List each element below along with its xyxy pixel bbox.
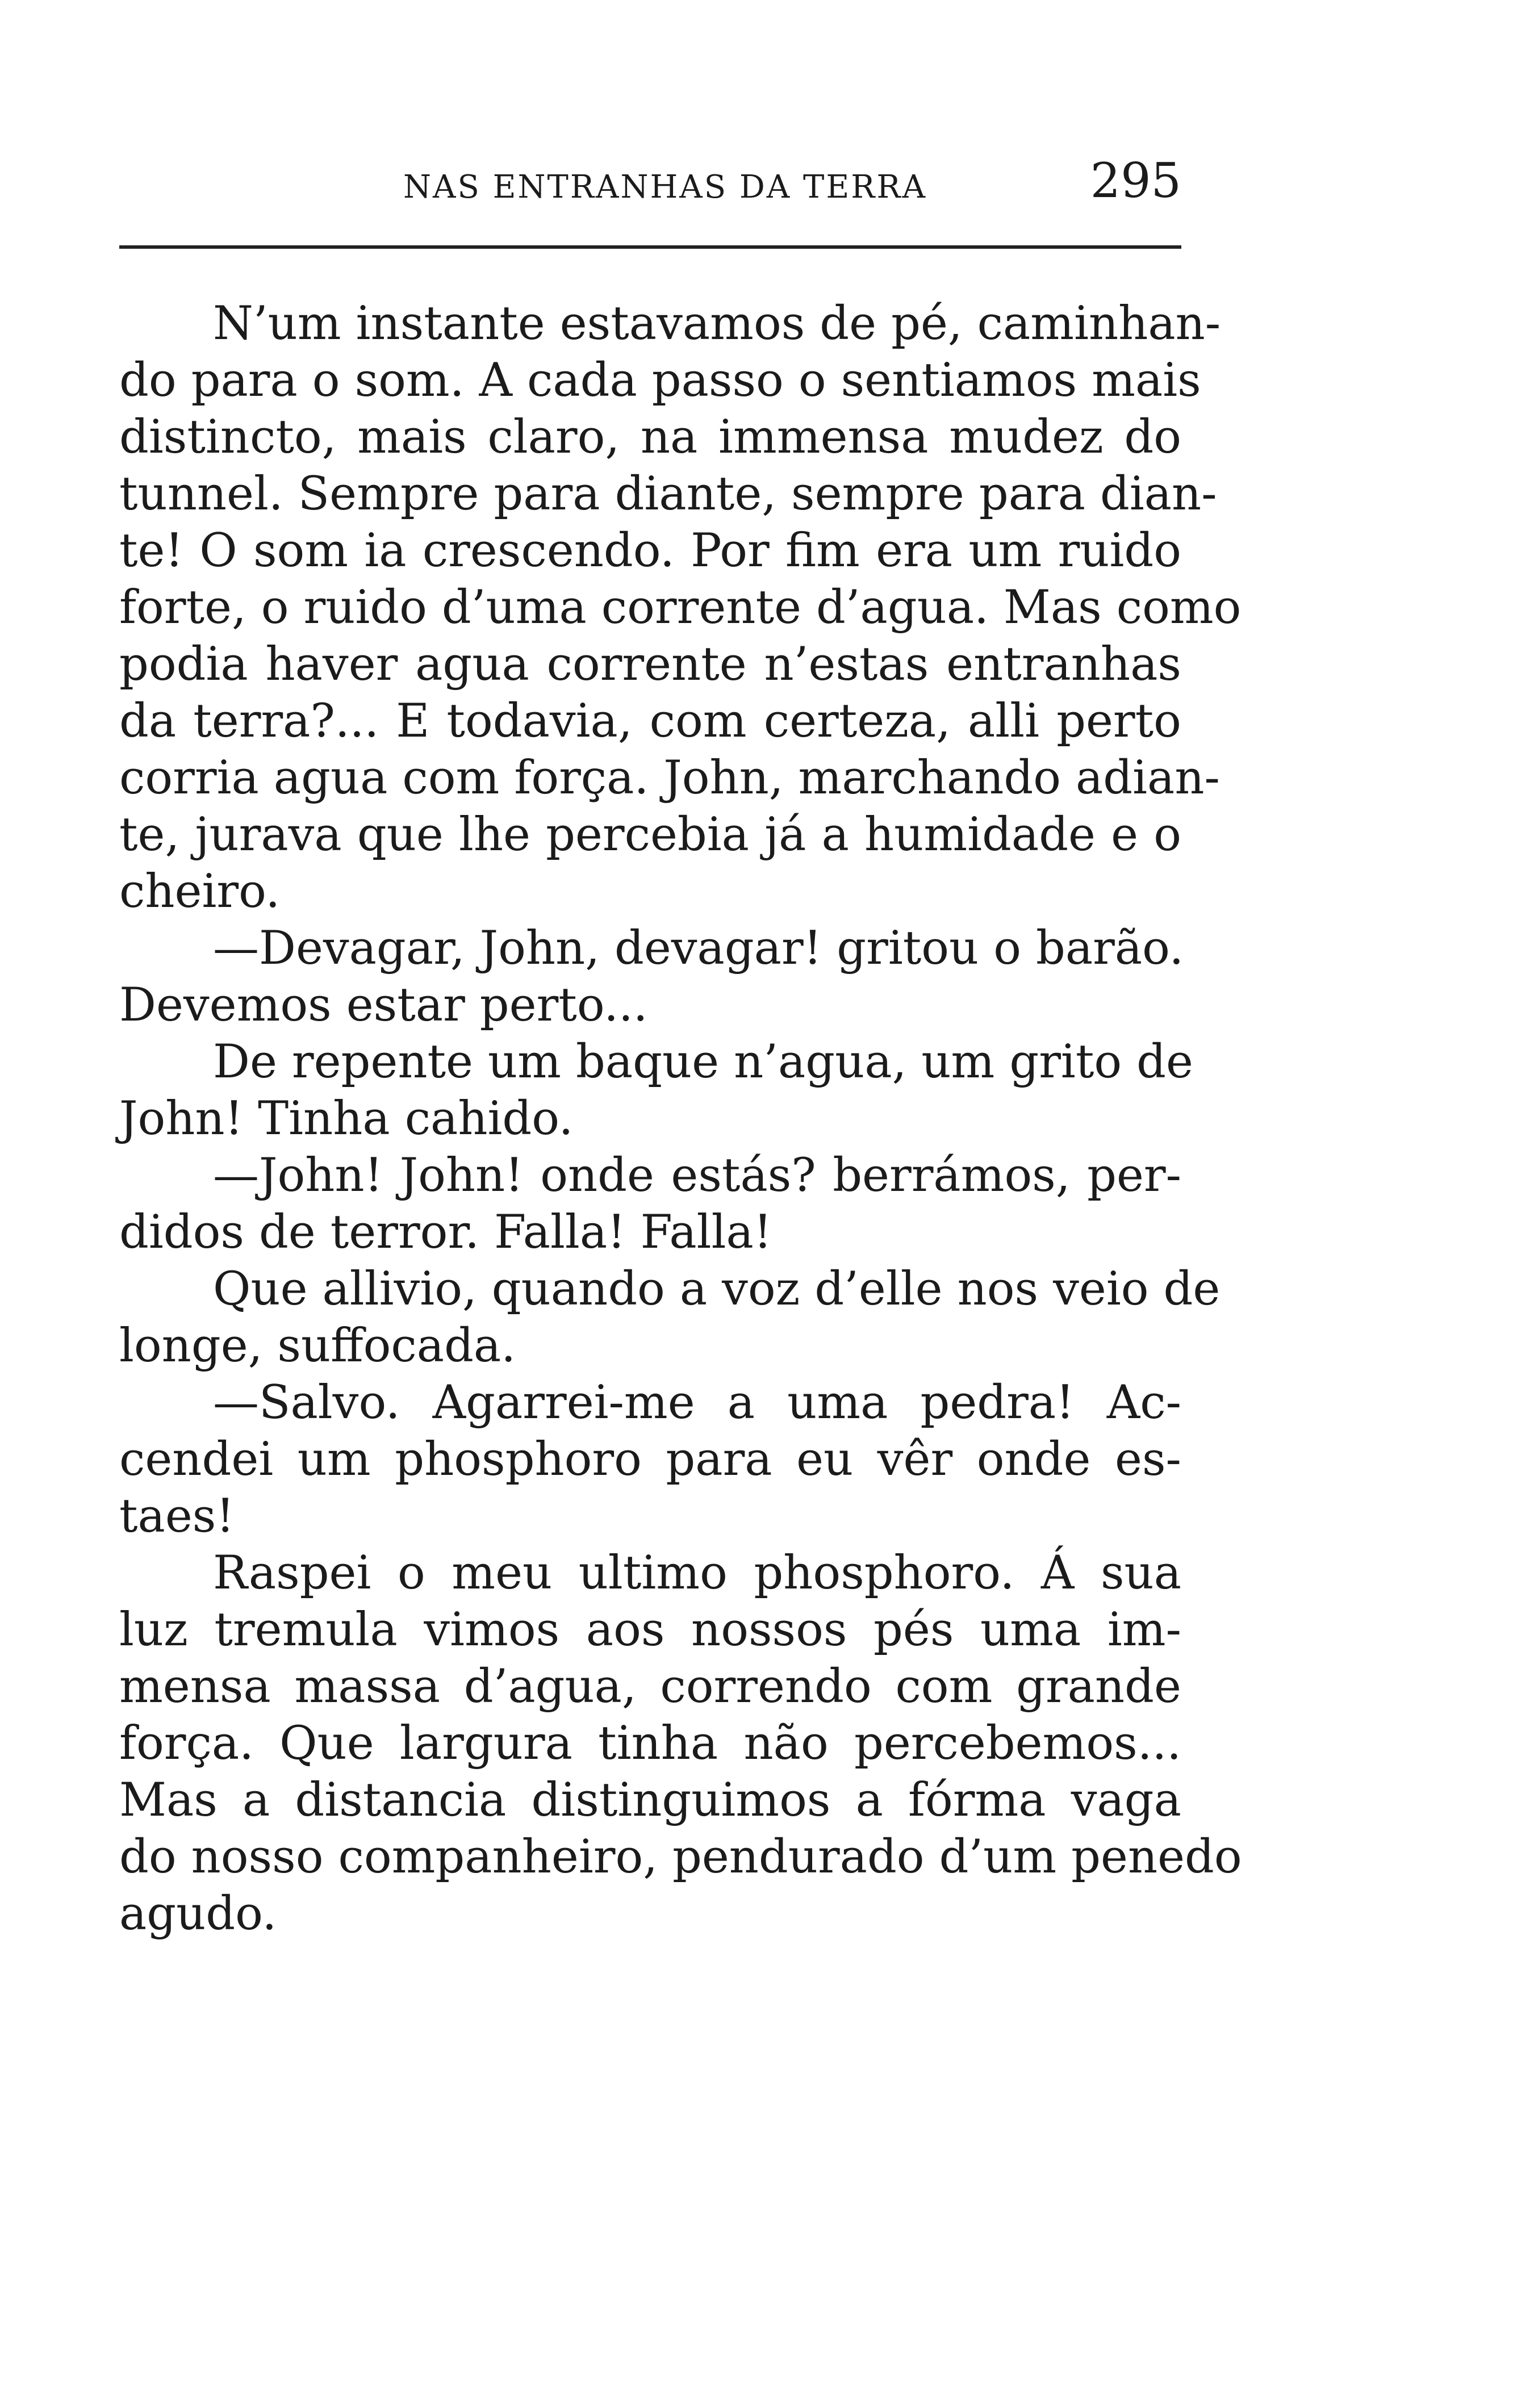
text-line: do nosso companheiro, pendurado d’um penedo (119, 1830, 1242, 1884)
text-line: Mas a distancia distinguimos a fórma vaga (119, 1774, 1181, 1827)
text-line: força. Que largura tinha não percebemos... (119, 1717, 1181, 1770)
text-line: cheiro. (119, 865, 281, 918)
body-text (119, 295, 1242, 1942)
text-line: cendei um phosphoro para eu vêr onde es- (119, 1433, 1181, 1486)
text-line: —John! John! onde estás? berrámos, per- (213, 1149, 1181, 1202)
text-line: da terra?... E todavia, com certeza, alli perto (119, 695, 1181, 748)
text-line: taes! (119, 1490, 235, 1543)
text-line: do para o som. A cada passo o sentiamos mais (119, 354, 1201, 407)
text-line: tunnel. Sempre para diante, sempre para dian- (119, 467, 1217, 521)
text-line: distincto, mais claro, na immensa mudez do (119, 411, 1181, 464)
text-line: N’um instante estavamos de pé, caminhan- (213, 297, 1221, 350)
text-line: didos de terror. Falla! Falla! (119, 1206, 772, 1259)
text-line: te! O som ia crescendo. Por fim era um ruido (119, 524, 1181, 578)
text-line: De repente um baque n’agua, um grito de (213, 1035, 1193, 1089)
text-line: corria agua com força. John, marchando adian- (119, 751, 1220, 805)
text-line: Que allivio, quando a voz d’elle nos veio de (213, 1262, 1221, 1316)
page-number: 295 (1090, 153, 1181, 208)
text-line: Raspei o meu ultimo phosphoro. Á sua (213, 1546, 1181, 1600)
text-line: John! Tinha cahido. (119, 1092, 574, 1146)
text-line: agudo. (119, 1887, 277, 1941)
text-line: luz tremula vimos aos nossos pés uma im- (119, 1603, 1181, 1657)
text-line: mensa massa d’agua, correndo com grande (119, 1660, 1181, 1713)
text-line: —Salvo. Agarrei-me a uma pedra! Ac- (213, 1376, 1181, 1429)
text-line: longe, suffocada. (119, 1319, 516, 1373)
text-line: forte, o ruido d’uma corrente d’agua. Mas como (119, 581, 1242, 634)
text-line: podia haver agua corrente n’estas entranhas (119, 638, 1181, 691)
running-head (119, 153, 1181, 216)
text-line: Devemos estar perto... (119, 979, 648, 1032)
text-line: —Devagar, John, devagar! gritou o barão. (213, 922, 1184, 975)
running-title: NAS ENTRANHAS DA TERRA (403, 169, 927, 206)
text-line: te, jurava que lhe percebia já a humidade e o (119, 808, 1181, 862)
header-rule (119, 245, 1181, 249)
